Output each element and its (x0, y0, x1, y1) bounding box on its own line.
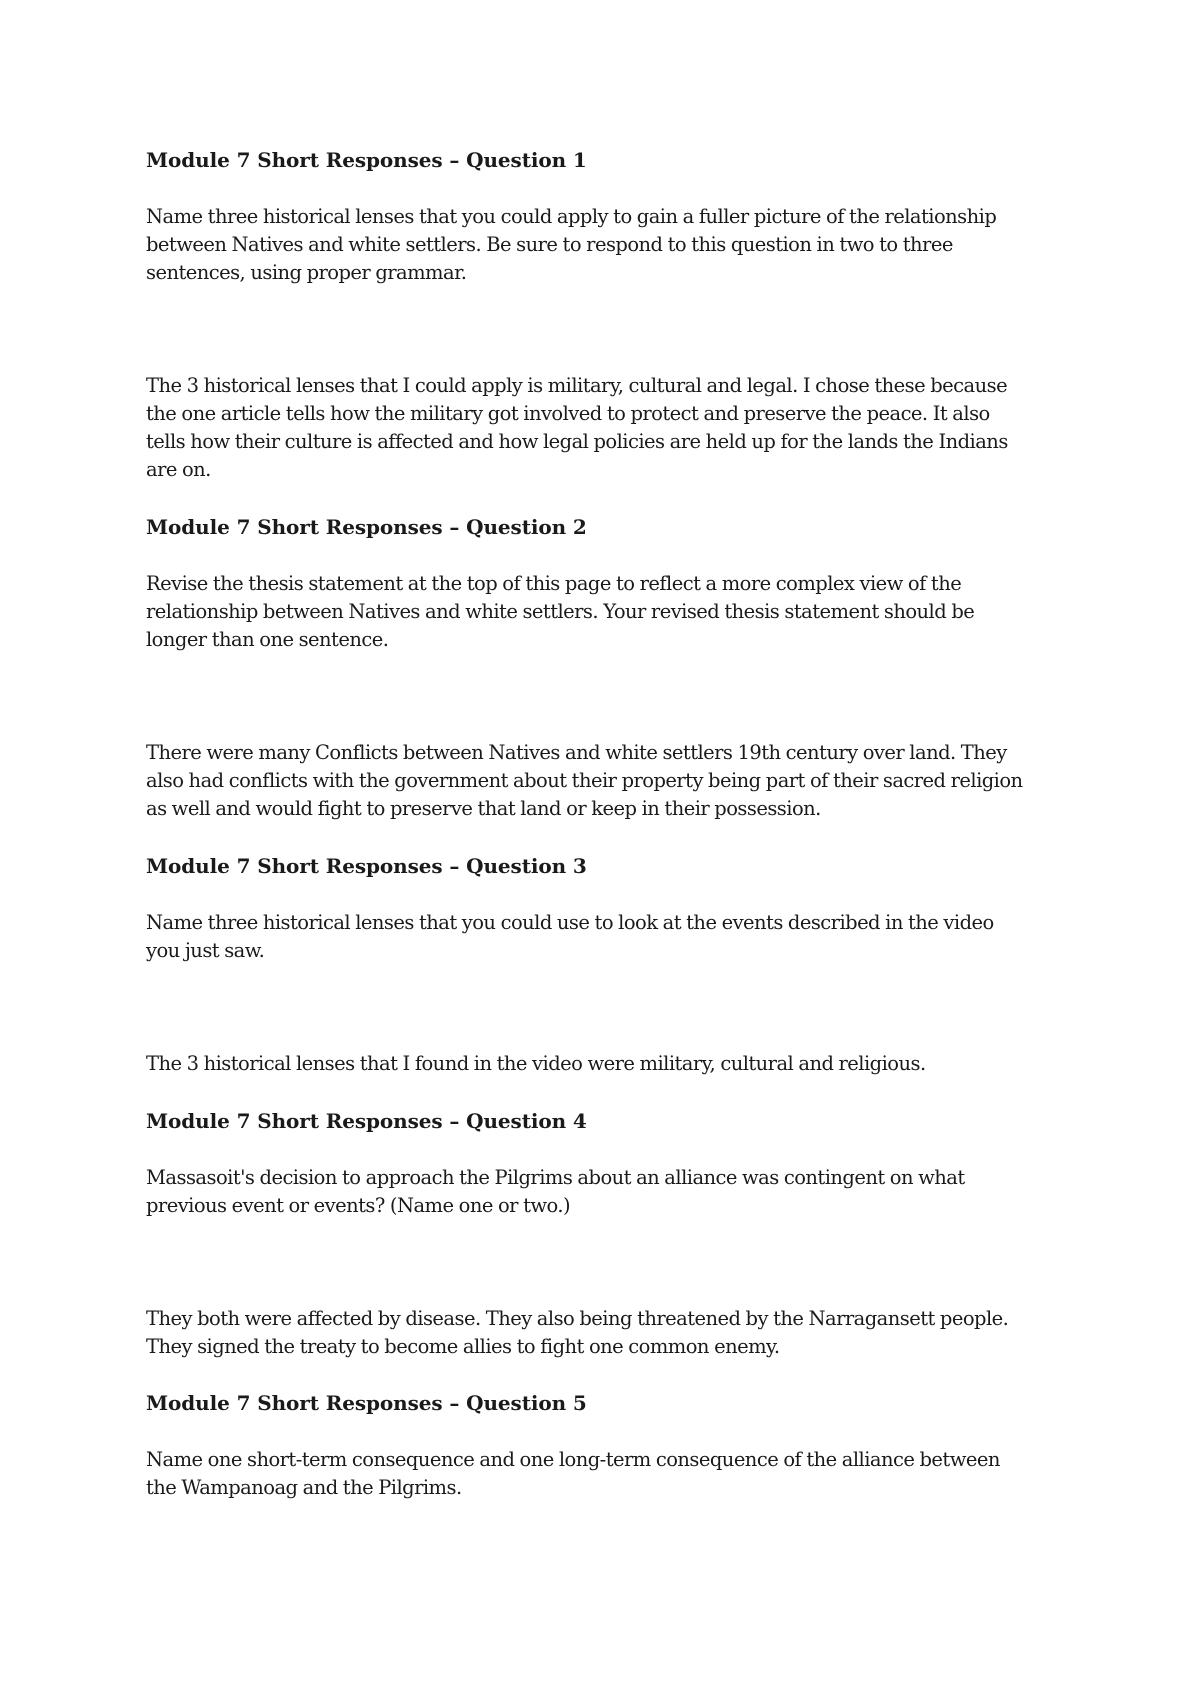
answer-line: as well and would fight to preserve that land or keep in their possession. (146, 797, 821, 820)
question-2-answer (146, 739, 1076, 823)
answer-line: They signed the treaty to become allies to fight one common enemy. (146, 1335, 780, 1358)
prompt-line: you just saw. (146, 939, 265, 962)
question-5-heading: Module 7 Short Responses – Question 5 (146, 1391, 587, 1415)
prompt-line: Revise the thesis statement at the top of this page to reflect a more complex view of the (146, 572, 962, 595)
question-3-prompt (146, 909, 1076, 965)
question-2-heading: Module 7 Short Responses – Question 2 (146, 515, 587, 539)
prompt-line: sentences, using proper grammar. (146, 261, 467, 284)
prompt-line: Name three historical lenses that you could use to look at the events described in the video (146, 911, 994, 934)
answer-line: The 3 historical lenses that I could apply is military, cultural and legal. I chose these because (146, 374, 1008, 397)
prompt-line: between Natives and white settlers. Be sure to respond to this question in two to three (146, 233, 953, 256)
prompt-line: Massasoit's decision to approach the Pilgrims about an alliance was contingent on what (146, 1166, 965, 1189)
question-1-prompt (146, 203, 1076, 287)
answer-line: They both were affected by disease. They also being threatened by the Narragansett people. (146, 1307, 1009, 1330)
question-2-prompt (146, 570, 1076, 654)
prompt-line: the Wampanoag and the Pilgrims. (146, 1476, 462, 1499)
question-4-heading: Module 7 Short Responses – Question 4 (146, 1109, 587, 1133)
question-4-answer (146, 1305, 1076, 1361)
answer-line: There were many Conflicts between Natives and white settlers 19th century over land. They (146, 741, 1007, 764)
answer-line: also had conflicts with the government about their property being part of their sacred religion (146, 769, 1023, 792)
question-5-prompt (146, 1446, 1076, 1502)
question-4-prompt (146, 1164, 1076, 1220)
prompt-line: longer than one sentence. (146, 628, 389, 651)
answer-line: the one article tells how the military got involved to protect and preserve the peace. It also (146, 402, 990, 425)
answer-line: are on. (146, 458, 211, 481)
prompt-line: Name one short-term consequence and one long-term consequence of the alliance between (146, 1448, 1000, 1471)
answer-line: The 3 historical lenses that I found in the video were military, cultural and religious. (146, 1052, 926, 1075)
prompt-line: previous event or events? (Name one or two.) (146, 1194, 571, 1217)
question-3-heading: Module 7 Short Responses – Question 3 (146, 854, 587, 878)
question-3-answer (146, 1050, 1076, 1078)
question-1-answer (146, 372, 1076, 484)
prompt-line: relationship between Natives and white settlers. Your revised thesis statement should be (146, 600, 975, 623)
question-1-heading: Module 7 Short Responses – Question 1 (146, 148, 587, 172)
prompt-line: Name three historical lenses that you could apply to gain a fuller picture of the relationship (146, 205, 997, 228)
answer-line: tells how their culture is affected and how legal policies are held up for the lands the Indians (146, 430, 1008, 453)
